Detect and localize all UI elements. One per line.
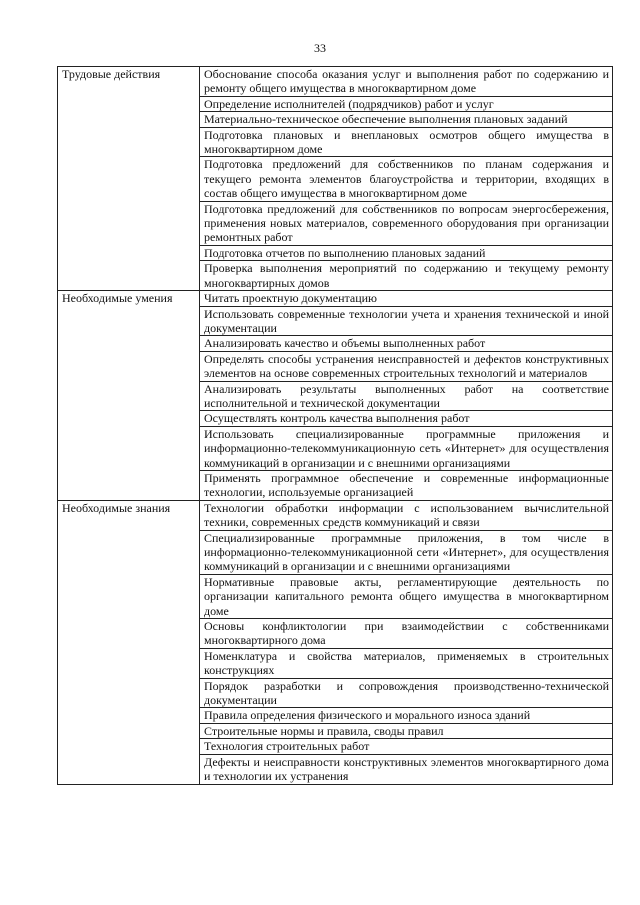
page-number: 33 bbox=[314, 41, 326, 55]
table-cell-item: Определять способы устранения неисправностей и дефектов конструктивных элементов на основе современных строительных технологий и материалов bbox=[200, 351, 613, 381]
table-cell-item: Обоснование способа оказания услуг и выполнения работ по содержанию и ремонту общего имущества в многоквартирном доме bbox=[200, 67, 613, 97]
section-label-required-skills: Необходимые умения bbox=[58, 291, 200, 501]
table-cell-item: Строительные нормы и правила, своды правил bbox=[200, 723, 613, 738]
table-cell-item: Использовать современные технологии учета и хранения технической и иной документации bbox=[200, 306, 613, 336]
table-cell-item: Порядок разработки и сопровождения производственно-технической документации bbox=[200, 678, 613, 708]
table-cell-item: Подготовка плановых и внеплановых осмотров общего имущества в многоквартирном доме bbox=[200, 127, 613, 157]
table-cell-item: Определение исполнителей (подрядчиков) работ и услуг bbox=[200, 96, 613, 111]
table-cell-item: Подготовка отчетов по выполнению плановых заданий bbox=[200, 245, 613, 260]
table-cell-item: Анализировать результаты выполненных работ на соответствие исполнительной и технической документации bbox=[200, 381, 613, 411]
qualification-table-body bbox=[58, 67, 613, 785]
table-cell-item: Материально-техническое обеспечение выполнения плановых заданий bbox=[200, 112, 613, 127]
table-cell-item: Номенклатура и свойства материалов, применяемых в строительных конструкциях bbox=[200, 648, 613, 678]
section-label-labor-actions: Трудовые действия bbox=[58, 67, 200, 291]
table-row bbox=[58, 500, 613, 530]
table-cell-item: Дефекты и неисправности конструктивных элементов многоквартирного дома и технологии их устранения bbox=[200, 754, 613, 784]
table-cell-item: Технологии обработки информации с использованием вычислительной техники, современных средств коммуникаций и связи bbox=[200, 500, 613, 530]
table-cell-item: Подготовка предложений для собственников по вопросам энергосбережения, применения новых материалов, современного оборудования при организации ремонтных работ bbox=[200, 201, 613, 245]
table-cell-item: Осуществлять контроль качества выполнения работ bbox=[200, 411, 613, 426]
table-cell-item: Технология строительных работ bbox=[200, 739, 613, 754]
table-cell-item: Проверка выполнения мероприятий по содержанию и текущему ремонту многоквартирных домов bbox=[200, 261, 613, 291]
table-row bbox=[58, 67, 613, 97]
qualification-table bbox=[57, 66, 613, 785]
table-cell-item: Специализированные программные приложения, в том числе в информационно-телекоммуникационной сети «Интернет», для осуществления коммуникаций в организации и с внешними организациями bbox=[200, 530, 613, 574]
table-cell-item: Подготовка предложений для собственников по планам содержания и текущего ремонта элементов благоустройства и территории, входящих в состав общего имущества в многоквартирном доме bbox=[200, 157, 613, 201]
table-cell-item: Анализировать качество и объемы выполненных работ bbox=[200, 336, 613, 351]
table-cell-item: Нормативные правовые акты, регламентирующие деятельность по организации капитального ремонта общего имущества в многоквартирном доме bbox=[200, 574, 613, 618]
table-cell-item: Основы конфликтологии при взаимодействии с собственниками многоквартирного дома bbox=[200, 619, 613, 649]
table-cell-item: Применять программное обеспечение и современные информационные технологии, используемые организацией bbox=[200, 470, 613, 500]
table-cell-item: Читать проектную документацию bbox=[200, 291, 613, 306]
section-label-required-knowledge: Необходимые знания bbox=[58, 500, 200, 784]
table-cell-item: Правила определения физического и морального износа зданий bbox=[200, 708, 613, 723]
table-cell-item: Использовать специализированные программные приложения и информационно-телекоммуникационную сеть «Интернет» для осуществления коммуникаций в организации и с внешними организациями bbox=[200, 426, 613, 470]
table-row bbox=[58, 291, 613, 306]
